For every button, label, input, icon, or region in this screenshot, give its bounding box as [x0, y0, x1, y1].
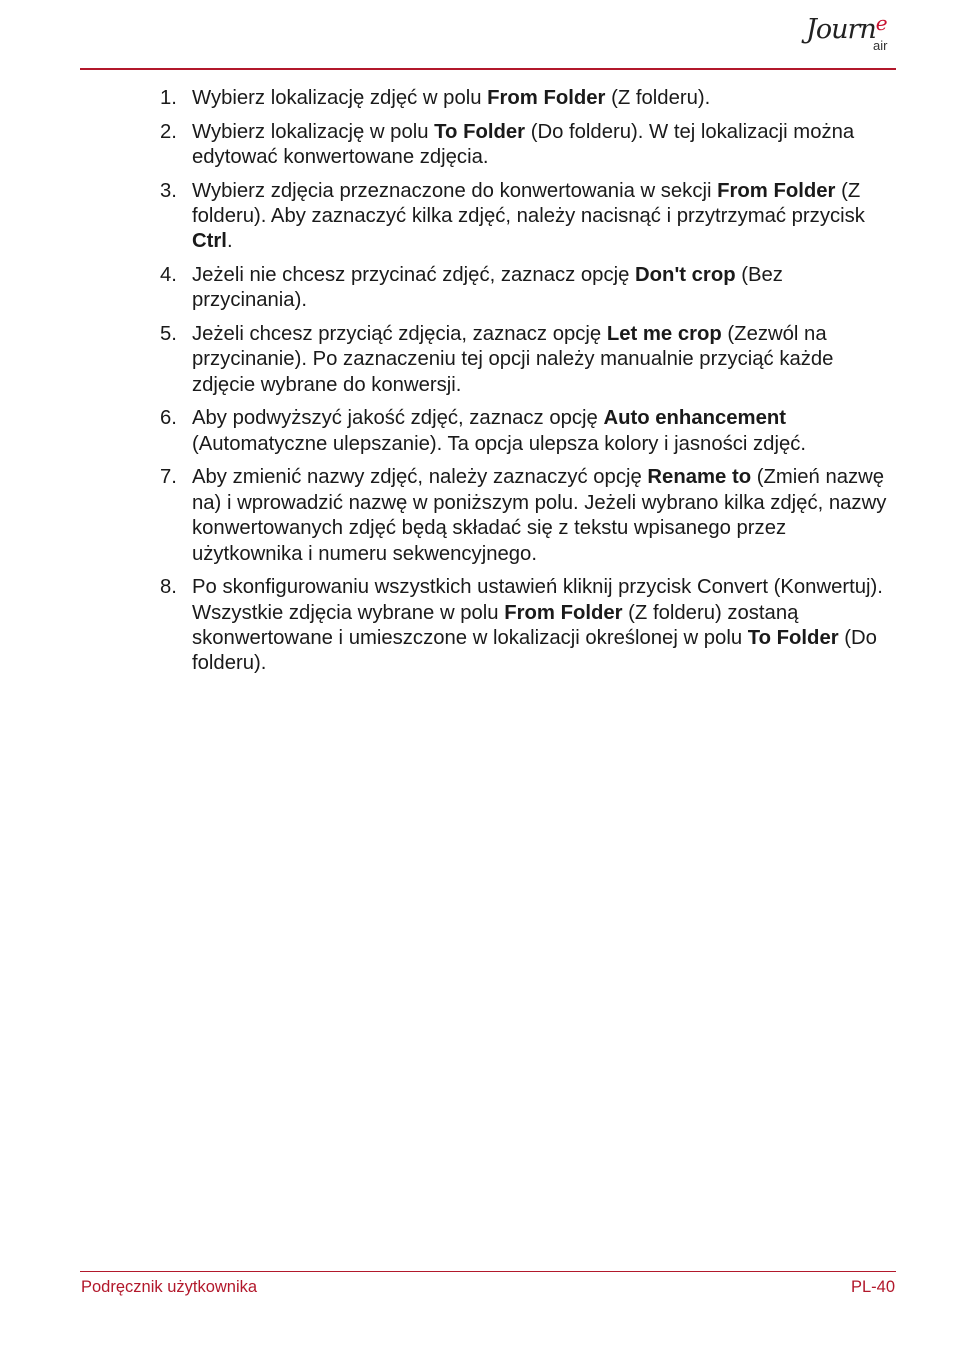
- step-text: Jeżeli nie chcesz przycinać zdjęć, zaznacz opcję Don't crop (Bez przycinania).: [192, 264, 783, 312]
- step-number: 4.: [160, 264, 177, 286]
- page-number: PL-40: [850, 1278, 895, 1296]
- step-number: 5.: [160, 323, 177, 345]
- list-item: [160, 263, 896, 314]
- instruction-list: [160, 86, 896, 685]
- ui-term: Let me crop: [606, 323, 722, 345]
- ui-term: Rename to: [647, 466, 752, 489]
- ui-term: From Folder: [487, 87, 606, 109]
- step-text: Jeżeli chcesz przyciąć zdjęcia, zaznacz opcję Let me crop (Zezwól na przycinanie). Po zaznaczeniu tej opcji należy manualnie przyciąć każde zdjęcie wybrane do konwersji.: [192, 323, 834, 396]
- list-item: [160, 406, 896, 457]
- list-item: [160, 575, 896, 677]
- step-text: Wybierz lokalizację zdjęć w polu From Folder (Z folderu).: [192, 87, 711, 109]
- step-text: Aby podwyższyć jakość zdjęć, zaznacz opcję Auto enhancement (Automatyczne ulepszanie). Ta opcja ulepsza kolory i jasności zdjęć.: [192, 407, 807, 455]
- step-number: 2.: [160, 120, 177, 143]
- ui-term: From Folder: [717, 179, 836, 202]
- step-number: 3.: [160, 179, 177, 202]
- list-item: [160, 120, 896, 171]
- list-item: [160, 86, 896, 111]
- header-divider: [80, 68, 896, 70]
- step-text: Wybierz zdjęcia przeznaczone do konwertowania w sekcji From Folder (Z folderu). Aby zaznaczyć kilka zdjęć, należy nacisnąć i przytrzymać przycisk Ctrl.: [192, 179, 865, 253]
- step-number: 6.: [160, 407, 177, 430]
- step-number: 1.: [160, 87, 177, 109]
- logo-main-text: Journ: [806, 14, 876, 45]
- step-text: Wybierz lokalizację w polu To Folder (Do folderu). W tej lokalizacji można edytować konwertowane zdjęcia.: [192, 120, 855, 168]
- step-text: Aby zmienić nazwy zdjęć, należy zaznaczyć opcję Rename to (Zmień nazwę na) i wprowadzić nazwę w poniższym polu. Jeżeli wybrano kilka zdjęć, nazwy konwertowanych zdjęć będą składać się z tekstu wpisanego przez użytkownika i numeru sekwencyjnego.: [192, 466, 887, 565]
- footer-manual-title: Podręcznik użytkownika: [81, 1278, 258, 1296]
- list-item: [160, 322, 896, 398]
- journe-air-logo: [806, 12, 896, 64]
- logo-accent-letter: e: [875, 11, 887, 35]
- ui-term: From Folder: [504, 601, 623, 624]
- ui-term: To Folder: [434, 120, 526, 143]
- footer-divider: [80, 1271, 896, 1272]
- key-name: Ctrl: [192, 230, 227, 253]
- step-text: Po skonfigurowaniu wszystkich ustawień kliknij przycisk Convert (Konwertuj). Wszystkie zdjęcia wybrane w polu From Folder (Z folderu) zostaną skonwertowane i umieszczone w lokalizacji określonej w polu To Folder (Do folderu).: [192, 576, 883, 675]
- list-item: [160, 179, 896, 255]
- step-number: 8.: [160, 576, 177, 599]
- ui-term: Auto enhancement: [603, 407, 787, 430]
- logo-sub-text: air: [873, 38, 888, 53]
- step-number: 7.: [160, 466, 177, 489]
- list-item: [160, 465, 896, 567]
- ui-term: To Folder: [747, 627, 839, 650]
- ui-term: Don't crop: [635, 264, 736, 286]
